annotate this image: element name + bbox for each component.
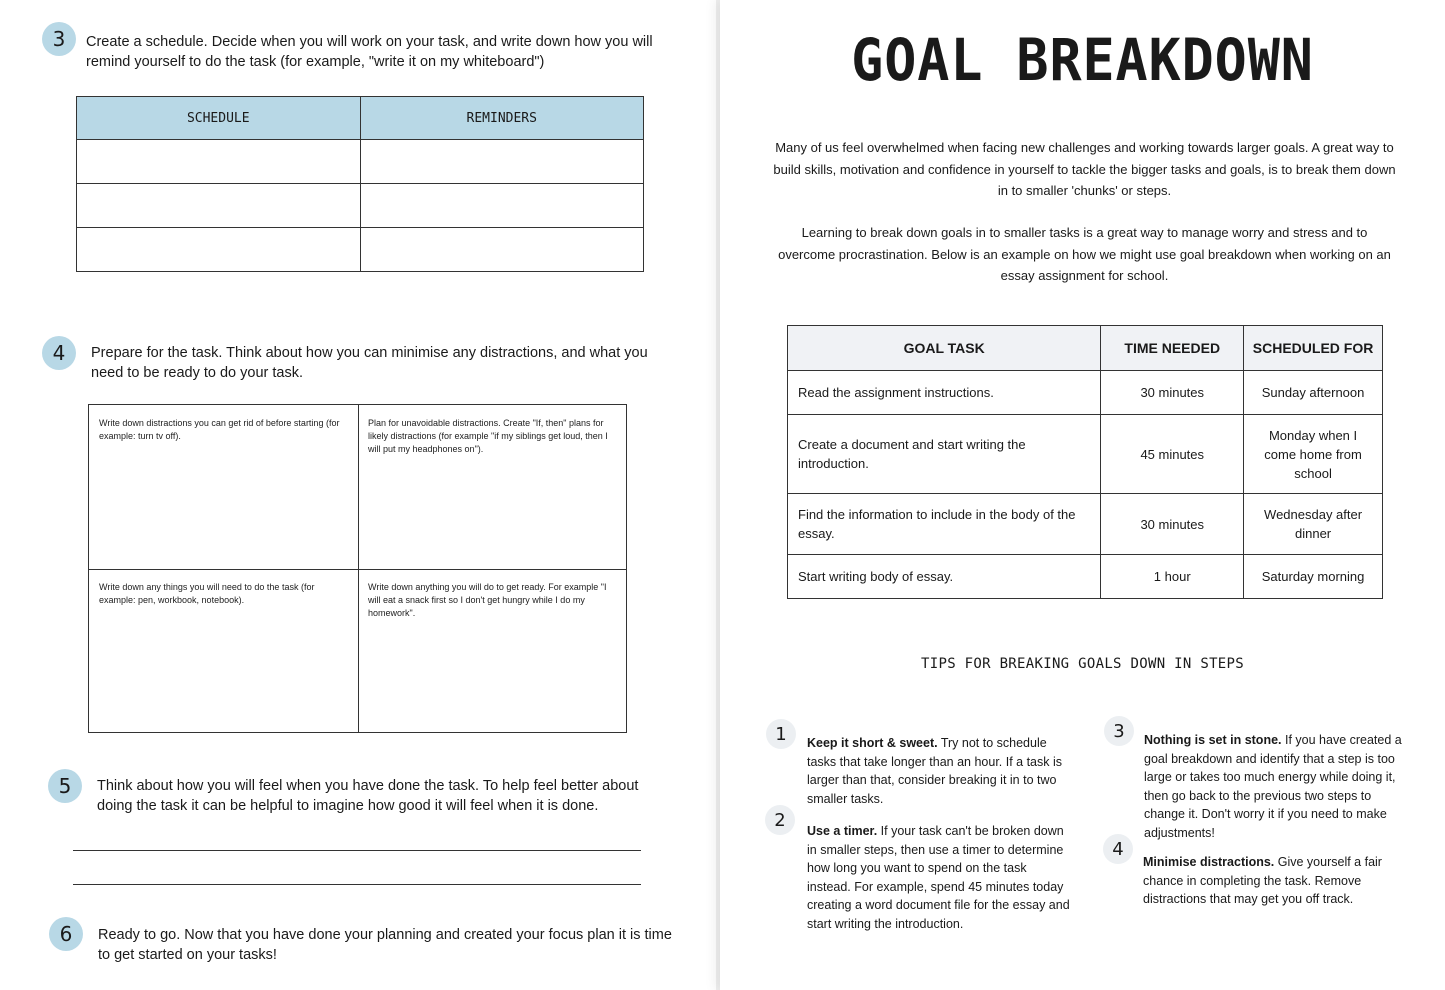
tip-1-badge: 1 [766, 719, 796, 749]
reminders-header: REMINDERS [360, 97, 644, 140]
step-6-badge: 6 [49, 917, 83, 951]
answer-line[interactable] [73, 850, 641, 851]
goal-task-cell: Read the assignment instructions. [788, 371, 1101, 415]
goal-task-cell: Find the information to include in the body of the essay. [788, 494, 1101, 555]
scheduled-for-cell: Sunday afternoon [1244, 371, 1383, 415]
prep-cell-things-needed[interactable]: Write down any things you will need to do the task (for example: pen, workbook, notebook). [99, 582, 315, 605]
tip-2-text [807, 822, 1072, 933]
scheduled-for-cell: Monday when I come home from school [1244, 415, 1383, 494]
reminders-cell[interactable] [360, 140, 644, 184]
time-needed-header: TIME NEEDED [1101, 326, 1244, 371]
table-row [788, 371, 1383, 415]
answer-line[interactable] [73, 884, 641, 885]
goal-task-cell: Create a document and start writing the introduction. [788, 415, 1101, 494]
step-6-text: Ready to go. Now that you have done your planning and created your focus plan it is time to get started on your tasks! [98, 927, 672, 963]
intro-paragraph-1: Many of us feel overwhelmed when facing new challenges and working towards larger goals. A great way to build skills, motivation and confidence in yourself to tackle the bigger tasks and goals, is to break them down in to smaller 'chunks' or steps. [773, 140, 1396, 198]
scheduled-for-header: SCHEDULED FOR [1244, 326, 1383, 371]
tip-4-badge: 4 [1103, 834, 1133, 864]
tip-2-body: If your task can't be broken down in smaller steps, then use a timer to determine how long you want to spend on the task instead. For example, spend 45 minutes today creating a word document file for the essay and start writing the introduction. [807, 824, 1070, 931]
tip-4-text [1143, 853, 1408, 909]
schedule-table [76, 96, 644, 272]
goal-table [787, 325, 1383, 599]
prep-cell-if-then[interactable]: Plan for unavoidable distractions. Create "If, then" plans for likely distractions (for example "if my siblings get loud, then I will put my headphones on"). [368, 418, 608, 454]
intro-paragraph-2: Learning to break down goals in to smaller tasks is a great way to manage worry and stress and to overcome procrastination. Below is an example on how we might use goal breakdown when working on an essay assignment for school. [778, 225, 1391, 283]
left-page [0, 0, 716, 990]
time-needed-cell: 30 minutes [1101, 494, 1244, 555]
prep-cell-distractions[interactable]: Write down distractions you can get rid of before starting (for example: turn tv off). [99, 418, 340, 441]
table-row [788, 494, 1383, 555]
schedule-cell[interactable] [77, 184, 361, 228]
goal-task-header: GOAL TASK [788, 326, 1101, 371]
schedule-cell[interactable] [77, 228, 361, 272]
time-needed-cell: 45 minutes [1101, 415, 1244, 494]
tip-3-text [1144, 731, 1409, 842]
tip-1-title: Keep it short & sweet. [807, 736, 938, 750]
tip-3-badge: 3 [1104, 716, 1134, 746]
scheduled-for-cell: Wednesday after dinner [1244, 494, 1383, 555]
step-4-badge: 4 [42, 336, 76, 370]
time-needed-cell: 30 minutes [1101, 371, 1244, 415]
prep-cell-get-ready[interactable]: Write down anything you will do to get ready. For example "I will eat a snack first so I don't get hungry while I do my homework". [368, 582, 607, 618]
tips-heading: TIPS FOR BREAKING GOALS DOWN IN STEPS [921, 656, 1244, 672]
schedule-cell[interactable] [77, 140, 361, 184]
goal-task-cell: Start writing body of essay. [788, 555, 1101, 599]
step-5-text: Think about how you will feel when you have done the task. To help feel better about doing the task it can be helpful to imagine how good it will feel when it is done. [97, 778, 639, 814]
tip-3-body: If you have created a goal breakdown and identify that a step is too large or takes too much energy while doing it, then go back to the previous two steps to change it. Don't worry it if you need to make adjustments! [1144, 733, 1402, 840]
scheduled-for-cell: Saturday morning [1244, 555, 1383, 599]
step-4-text: Prepare for the task. Think about how you can minimise any distractions, and what you need to be ready to do your task. [91, 345, 648, 381]
tip-2-title: Use a timer. [807, 824, 878, 838]
tip-4-title: Minimise distractions. [1143, 855, 1275, 869]
tip-1-body: Try not to schedule tasks that take longer than an hour. If a task is larger than that, consider breaking it in to two smaller tasks. [807, 736, 1063, 806]
reminders-cell[interactable] [360, 228, 644, 272]
schedule-header: SCHEDULE [77, 97, 361, 140]
table-row [788, 555, 1383, 599]
tip-3-title: Nothing is set in stone. [1144, 733, 1282, 747]
tip-2-badge: 2 [765, 805, 795, 835]
step-3-badge: 3 [42, 22, 76, 56]
step-3-text: Create a schedule. Decide when you will work on your task, and write down how you will remind yourself to do the task (for example, "write it on my whiteboard") [86, 34, 653, 70]
tip-1-text [807, 734, 1072, 808]
prepare-grid [88, 404, 627, 733]
right-page [720, 0, 1445, 990]
reminders-cell[interactable] [360, 184, 644, 228]
tip-4-body: Give yourself a fair chance in completing the task. Remove distractions that may get you off track. [1143, 855, 1382, 906]
time-needed-cell: 1 hour [1101, 555, 1244, 599]
page-title: GOAL BREAKDOWN [851, 26, 1314, 94]
step-5-badge: 5 [48, 769, 82, 803]
table-row [788, 415, 1383, 494]
